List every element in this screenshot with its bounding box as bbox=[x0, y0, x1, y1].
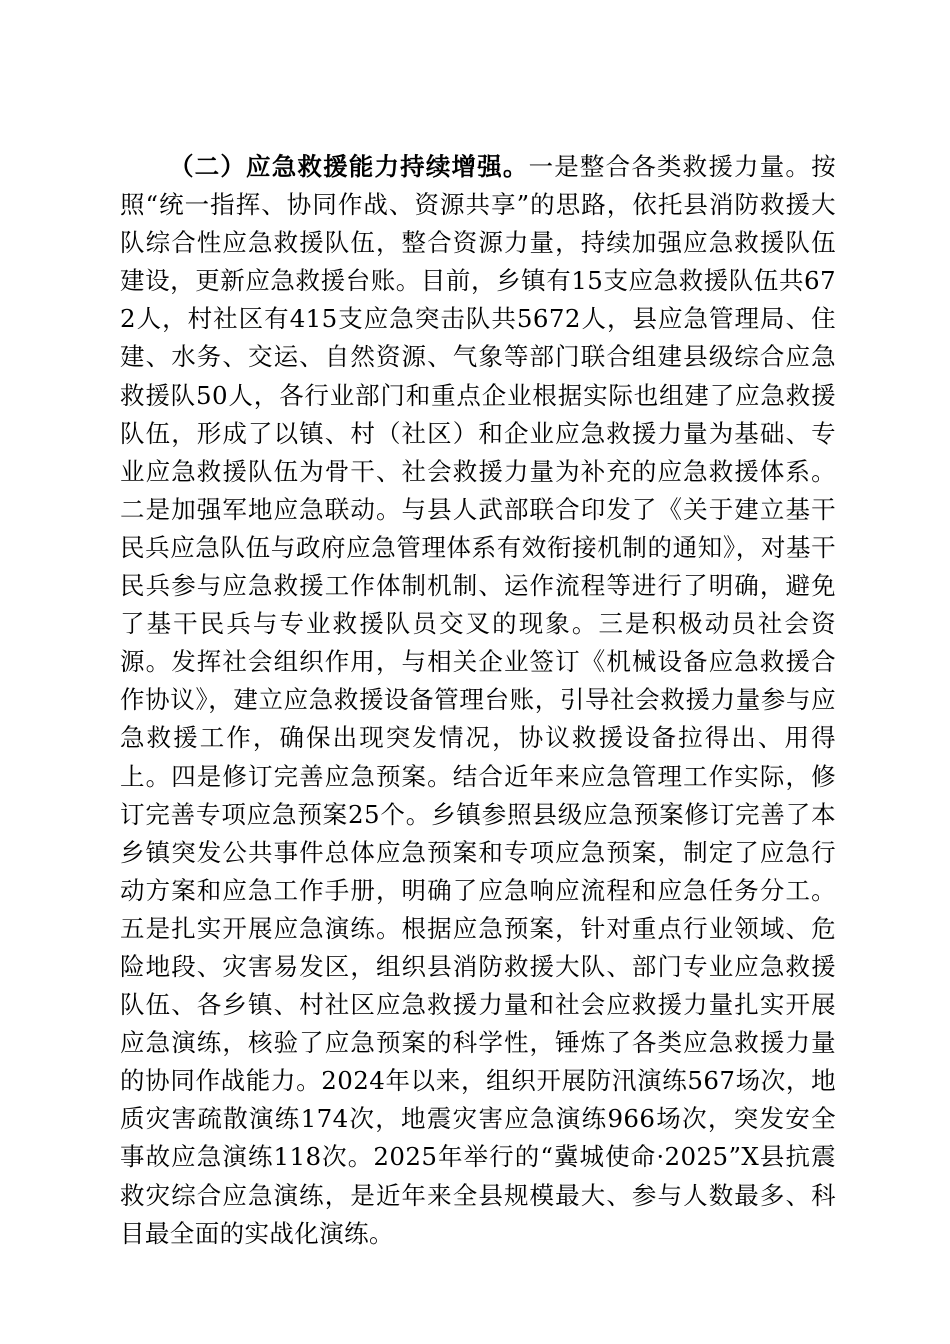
section-heading: （二）应急救援能力持续增强。 bbox=[169, 152, 529, 181]
paragraph-text: 一是整合各类救援力量。按照“统一指挥、协同作战、资源共享”的思路，依托县消防救援大队综合性应急救援队伍，整合资源力量，持续加强应急救援队伍建设，更新应急救援台账。目前，乡镇有15支应急救援队伍共672人，村社区有415支应急突击队共5672人，县应急管理局、住建、水务、交运、自然资源、气象等部门联合组建县级综合应急救援队50人，各行业部门和重点企业根据实际也组建了应急救援队伍，形成了以镇、村（社区）和企业应急救援力量为基础、专业应急救援队伍为骨干、社会救援力量为补充的应急救援体系。二是加强军地应急联动。与县人武部联合印发了《关于建立基干民兵应急队伍与政府应急管理体系有效衔接机制的通知》，对基干民兵参与应急救援工作体制机制、运作流程等进行了明确，避免了基干民兵与专业救援队员交叉的现象。三是积极动员社会资源。发挥社会组织作用，与相关企业签订《机械设备应急救援合作协议》，建立应急救援设备管理台账，引导社会救援力量参与应急救援工作，确保出现突发情况，协议救援设备拉得出、用得上。四是修订完善应急预案。结合近年来应急管理工作实际，修订完善专项应急预案25个。乡镇参照县级应急预案修订完善了本乡镇突发公共事件总体应急预案和专项应急预案，制定了应急行动方案和应急工作手册，明确了应急响应流程和应急任务分工。五是扎实开展应急演练。根据应急预案，针对重点行业领域、危险地段、灾害易发区，组织县消防救援大队、部门专业应急救援队伍、各乡镇、村社区应急救援力量和社会应救援力量扎实开展应急演练，核验了应急预案的科学性，锤炼了各类应急救援力量的协同作战能力。2024年以来，组织开展防汛演练567场次，地质灾害疏散演练174次，地震灾害应急演练966场次，突发安全事故应急演练118次。2025年举行的“冀城使命·2025”X县抗震救灾综合应急演练，是近年来全县规模最大、参与人数最多、科目最全面的实战化演练。 bbox=[120, 152, 836, 1248]
body-paragraph bbox=[120, 148, 836, 1253]
